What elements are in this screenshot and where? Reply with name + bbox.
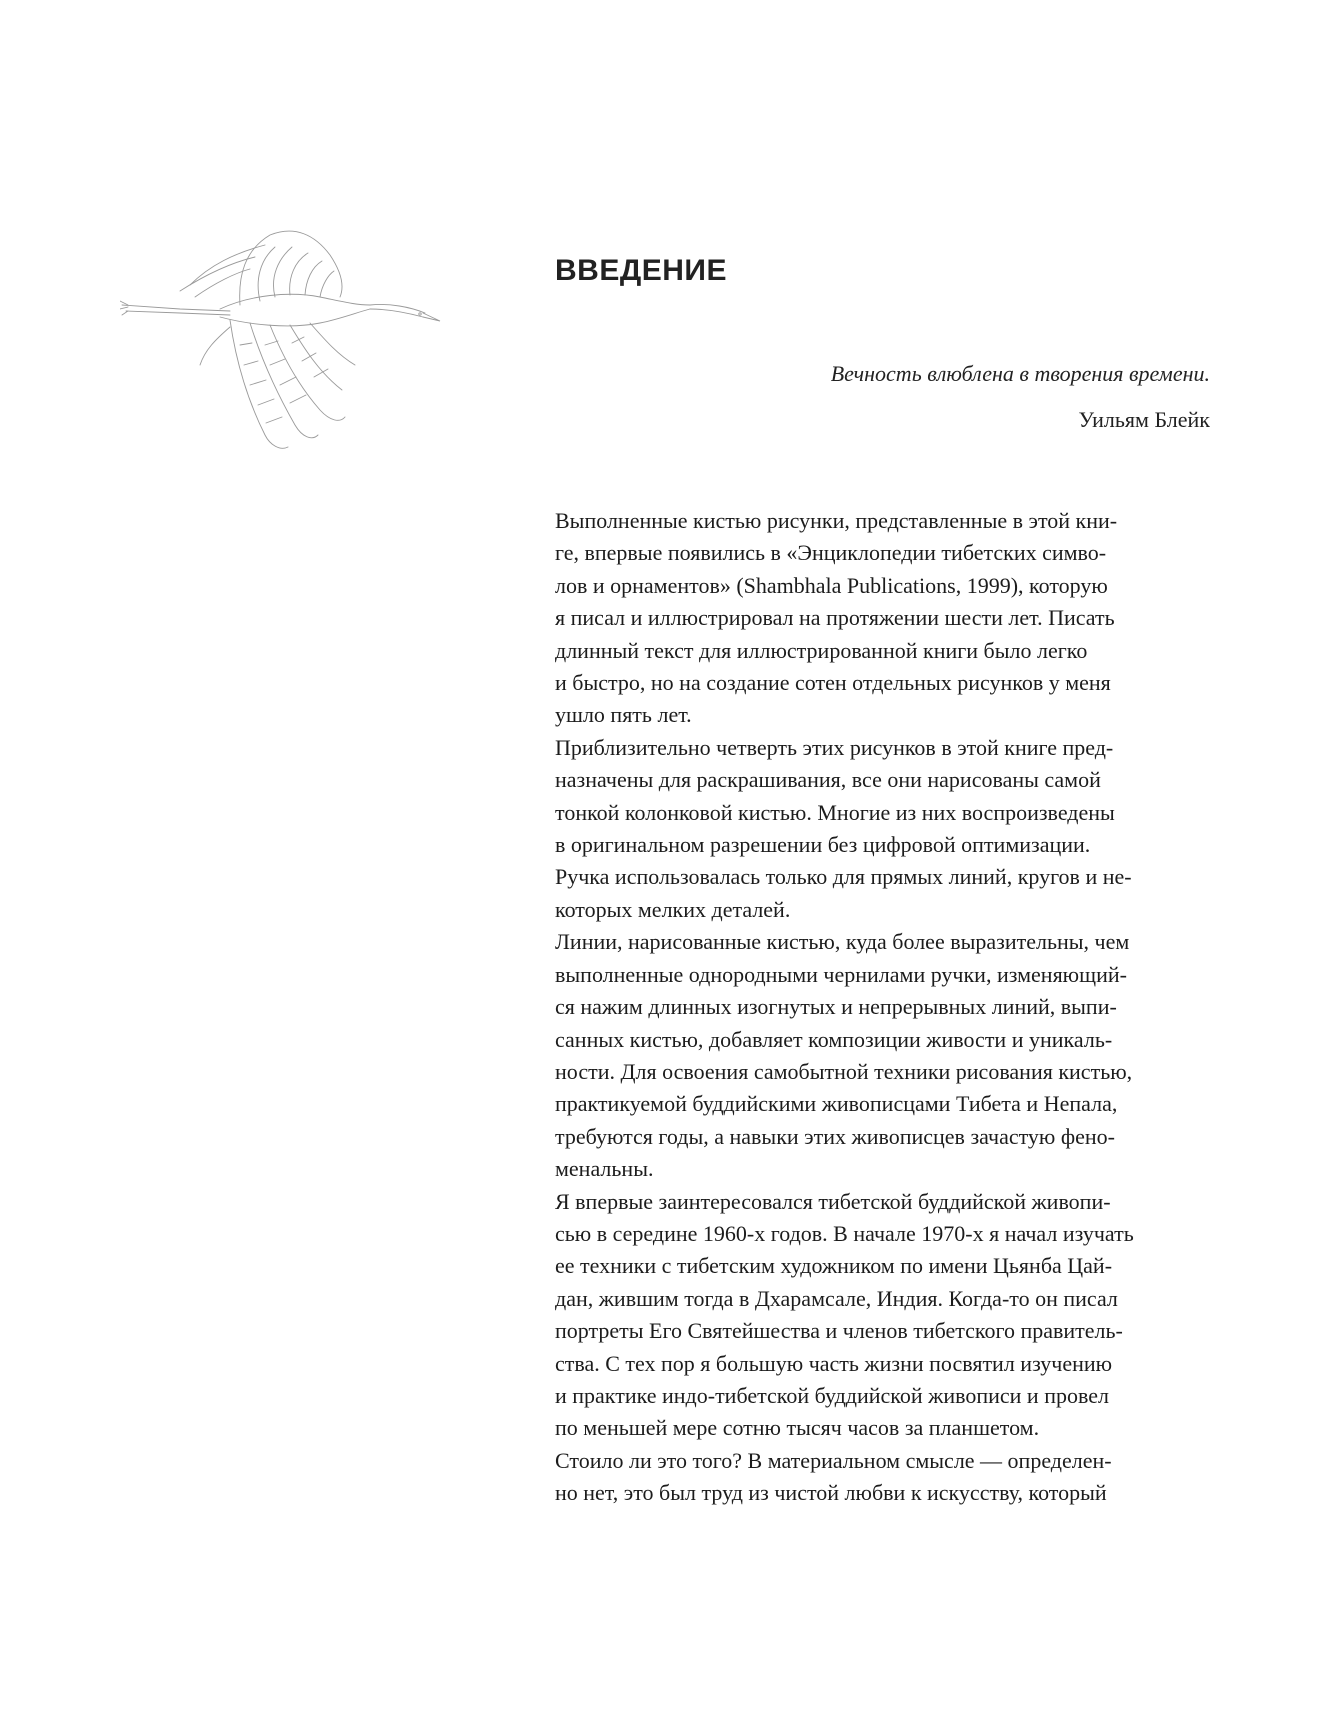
text-line: по меньшей мере сотню тысяч часов за планшетом. <box>555 1415 1040 1441</box>
text-line: ее техники с тибетским художником по имени Цьянба Цай- <box>555 1253 1113 1279</box>
epigraph <box>555 358 1210 436</box>
text-line: Ручка использовалась только для прямых линий, кругов и не- <box>555 864 1132 890</box>
crane-bird-icon <box>120 225 450 455</box>
epigraph-author: Уильям Блейк <box>1078 407 1210 432</box>
text-line: которых мелких деталей. <box>555 896 791 922</box>
text-line: Стоило ли это того? В материальном смысле — определен- <box>555 1447 1112 1473</box>
text-line: Приблизительно четверть этих рисунков в этой книге пред- <box>555 734 1114 760</box>
text-line: Линии, нарисованные кистью, куда более выразительны, чем <box>555 929 1130 955</box>
text-line: ся нажим длинных изогнутых и непрерывных линий, выпи- <box>555 994 1117 1020</box>
text-line: менальны. <box>555 1156 654 1182</box>
text-line: требуются годы, а навыки этих живописцев зачастую фено- <box>555 1123 1115 1149</box>
text-line: я писал и иллюстрировал на протяжении шести лет. Писать <box>555 605 1115 631</box>
text-line: длинный текст для иллюстрированной книги было легко <box>555 637 1088 663</box>
epigraph-quote: Вечность влюблена в творения времени. <box>830 361 1210 386</box>
text-line: Выполненные кистью рисунки, представленные в этой кни- <box>555 508 1118 533</box>
text-line: практикуемой буддийскими живописцами Тибета и Непала, <box>555 1091 1118 1117</box>
crane-illustration <box>120 225 450 455</box>
text-line: тонкой колонковой кистью. Многие из них воспроизведены <box>555 799 1115 825</box>
text-line: но нет, это был труд из чистой любви к искусству, который <box>555 1480 1107 1506</box>
chapter-title: ВВЕДЕНИЕ <box>555 254 727 287</box>
text-line: и практике индо-тибетской буддийской живописи и провел <box>555 1382 1109 1408</box>
text-line: сью в середине 1960-х годов. В начале 1970-х я начал изучать <box>555 1220 1134 1246</box>
text-line: ге, впервые появились в «Энциклопедии тибетских симво- <box>555 540 1107 566</box>
text-line: в оригинальном разрешении без цифровой оптимизации. <box>555 832 1091 858</box>
text-line: и быстро, но на создание сотен отдельных рисунков у меня <box>555 670 1111 696</box>
text-line: дан, жившим тогда в Дхарамсале, Индия. Когда-то он писал <box>555 1285 1118 1311</box>
text-line: назначены для раскрашивания, все они нарисованы самой <box>555 767 1101 793</box>
text-line: санных кистью, добавляет композиции живости и уникаль- <box>555 1026 1113 1052</box>
text-line: выполненные однородными чернилами ручки, изменяющий- <box>555 961 1127 987</box>
text-line: ства. С тех пор я большую часть жизни посвятил изучению <box>555 1350 1113 1376</box>
text-line: ушло пять лет. <box>555 702 692 728</box>
text-line: Я впервые заинтересовался тибетской буддийской живопи- <box>555 1188 1111 1214</box>
text-line: портреты Его Святейшества и членов тибетского правитель- <box>555 1318 1123 1344</box>
text-line: лов и орнаментов» (Shambhala Publications, 1999), которую <box>555 572 1108 598</box>
body-text <box>555 505 1215 1510</box>
text-line: ности. Для освоения самобытной техники рисования кистью, <box>555 1058 1133 1084</box>
